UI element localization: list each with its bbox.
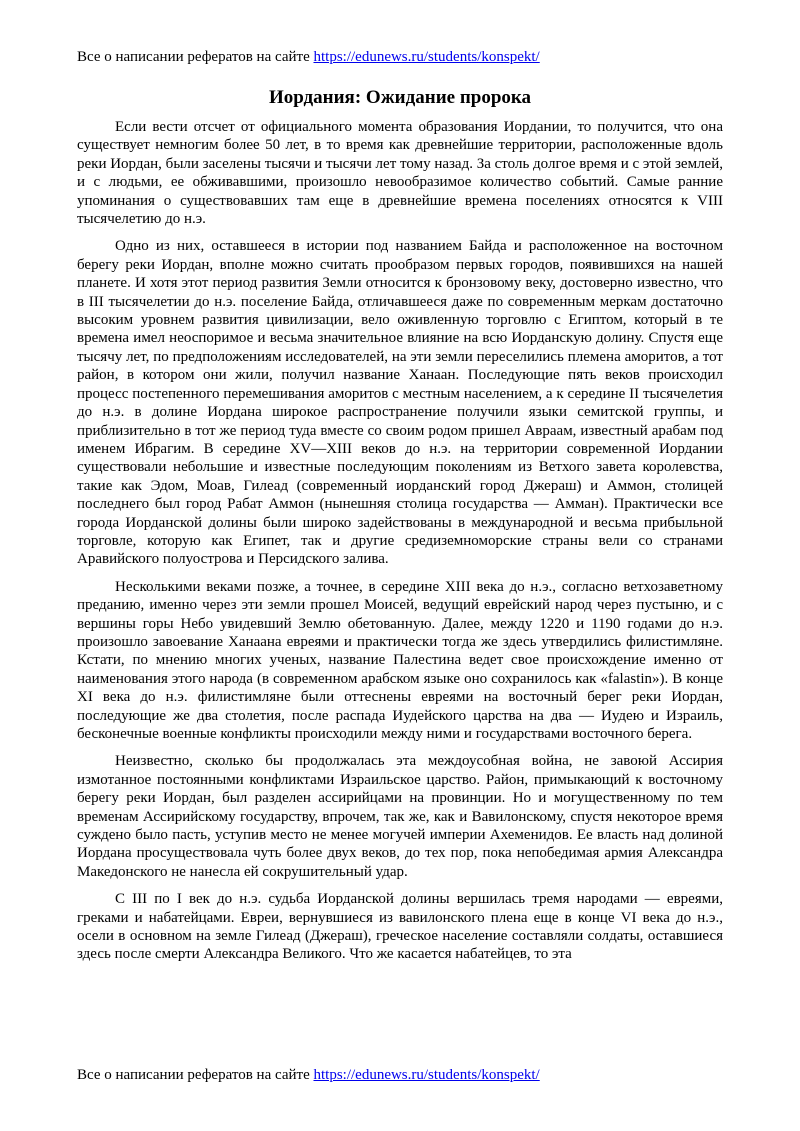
paragraph-3: Несколькими веками позже, а точнее, в середине XIII века до н.э., согласно ветхозаветному преданию, именно через эти земли прошел Моисей, ведущий еврейский народ через пустыню, и с вершины горы Небо увидевший Землю обетованную. Далее, между 1220 и 1190 годами до н.э. произошло завоевание Ханаана евреями и практически тогда же здесь утвердились филистимляне. Кстати, по мнению многих ученых, название Палестина ведет свое происхождение именно от наименования этого народа (в современном арабском языке оно сохранилось как «falastin»). В конце XI века до н.э. филистимляне были оттеснены евреями на восточный берег реки Иордан, последующие же два столетия, после распада Иудейского царства на два — Иудею и Израиль, бесконечные военные конфликты происходили между ними и государствами восточного берега.: [77, 578, 723, 742]
header-text: Все о написании рефератов на сайте: [77, 49, 314, 65]
document-title: Иордания: Ожидание пророка: [268, 87, 532, 108]
paragraph-4: Неизвестно, сколько бы продолжалась эта междоусобная война, не завоюй Ассирия измотанное постоянными конфликтами Израильское царство. Район, примыкающий к восточному берегу реки Иордан, был разделен ассирийцами на провинции. Но и могущественному по тем временам Ассирийскому государству, впрочем, так же, как и Вавилонскому, спустя некоторое время суждено было пасть, уступив место не менее могучей империи Ахеменидов. Ее власть над долиной Иордана просуществовала чуть более двух веков, до тех пор, пока непобедимая армия Александра Македонского не нанесла ей сокрушительный удар.: [77, 753, 723, 880]
page-header: [77, 48, 540, 66]
document-body: [77, 86, 723, 1076]
footer-text: Все о написании рефератов на сайте: [77, 1067, 314, 1083]
paragraph-1: Если вести отсчет от официального момента образования Иордании, то получится, что она существует немногим более 50 лет, в то время как древнейшие территории, расположенные вдоль реки Иордан, были заселены тысячи и тысячи лет тому назад. За столь долгое время и с этой землей, и с людьми, ее обживавшими, произошло невообразимое количество событий. Самые ранние упоминания о существовавших там еще в древнейшие времена поселениях относятся к VIII тысячелетию до н.э.: [77, 119, 723, 228]
page-footer: [77, 1066, 540, 1084]
footer-link[interactable]: https://edunews.ru/students/konspekt/: [313, 1067, 540, 1083]
paragraph-2: Одно из них, оставшееся в истории под названием Байда и расположенное на восточном берегу реки Иордан, вполне можно считать прообразом первых городов, появившихся на нашей планете. И хотя этот период развития Земли относится к бронзовому веку, достоверно известно, что в III тысячелетии до н.э. поселение Байда, отличавшееся даже по современным меркам достаточно высоким уровнем развития цивилизации, вело оживленную торговлю с Египтом, который в те времена имел неоспоримое и весьма значительное влияние на всю Иорданскую долину. Спустя еще тысячу лет, по предположениям исследователей, на эти земли переселились племена аморитов, а тот район, в котором они жили, получил название Ханаан. Последующие пять веков происходил процесс постепенного перемешивания аморитов с местным населением, а к середине II тысячелетия до н.э. в долине Иордана широкое распространение получили языки семитской группы, и приблизительно в тот же период туда вместе со своим родом пришел Авраам, известный арабам под именем Ибрагим. В середине XV—XIII веков до н.э. на территории современной Иордании существовали небольшие и известные последующим поколениям из Ветхого завета королевства, такие как Эдом, Моав, Гилеад (современный иорданский город Джераш) и Аммон, столицей последнего был город Рабат Аммон (нынешняя столица государства — Амман). Практически все города Иорданской долины были широко задействованы в международной и весьма прибыльной торговле, которую как Египет, так и другие средиземноморские страны вели со странами Аравийского полуострова и Персидского залива.: [77, 238, 723, 568]
paragraph-5: С III по I век до н.э. судьба Иорданской долины вершилась тремя народами — евреями, греками и набатейцами. Евреи, вернувшиеся из вавилонского плена еще в конце VI века до н.э., осели в основном на земле Гилеад (Джераш), греческое население составляли солдаты, оставшиеся здесь после смерти Александра Великого. Что же касается набатейцев, то эта: [77, 891, 723, 963]
article-text: [77, 118, 723, 1076]
header-link[interactable]: https://edunews.ru/students/konspekt/: [313, 49, 540, 65]
